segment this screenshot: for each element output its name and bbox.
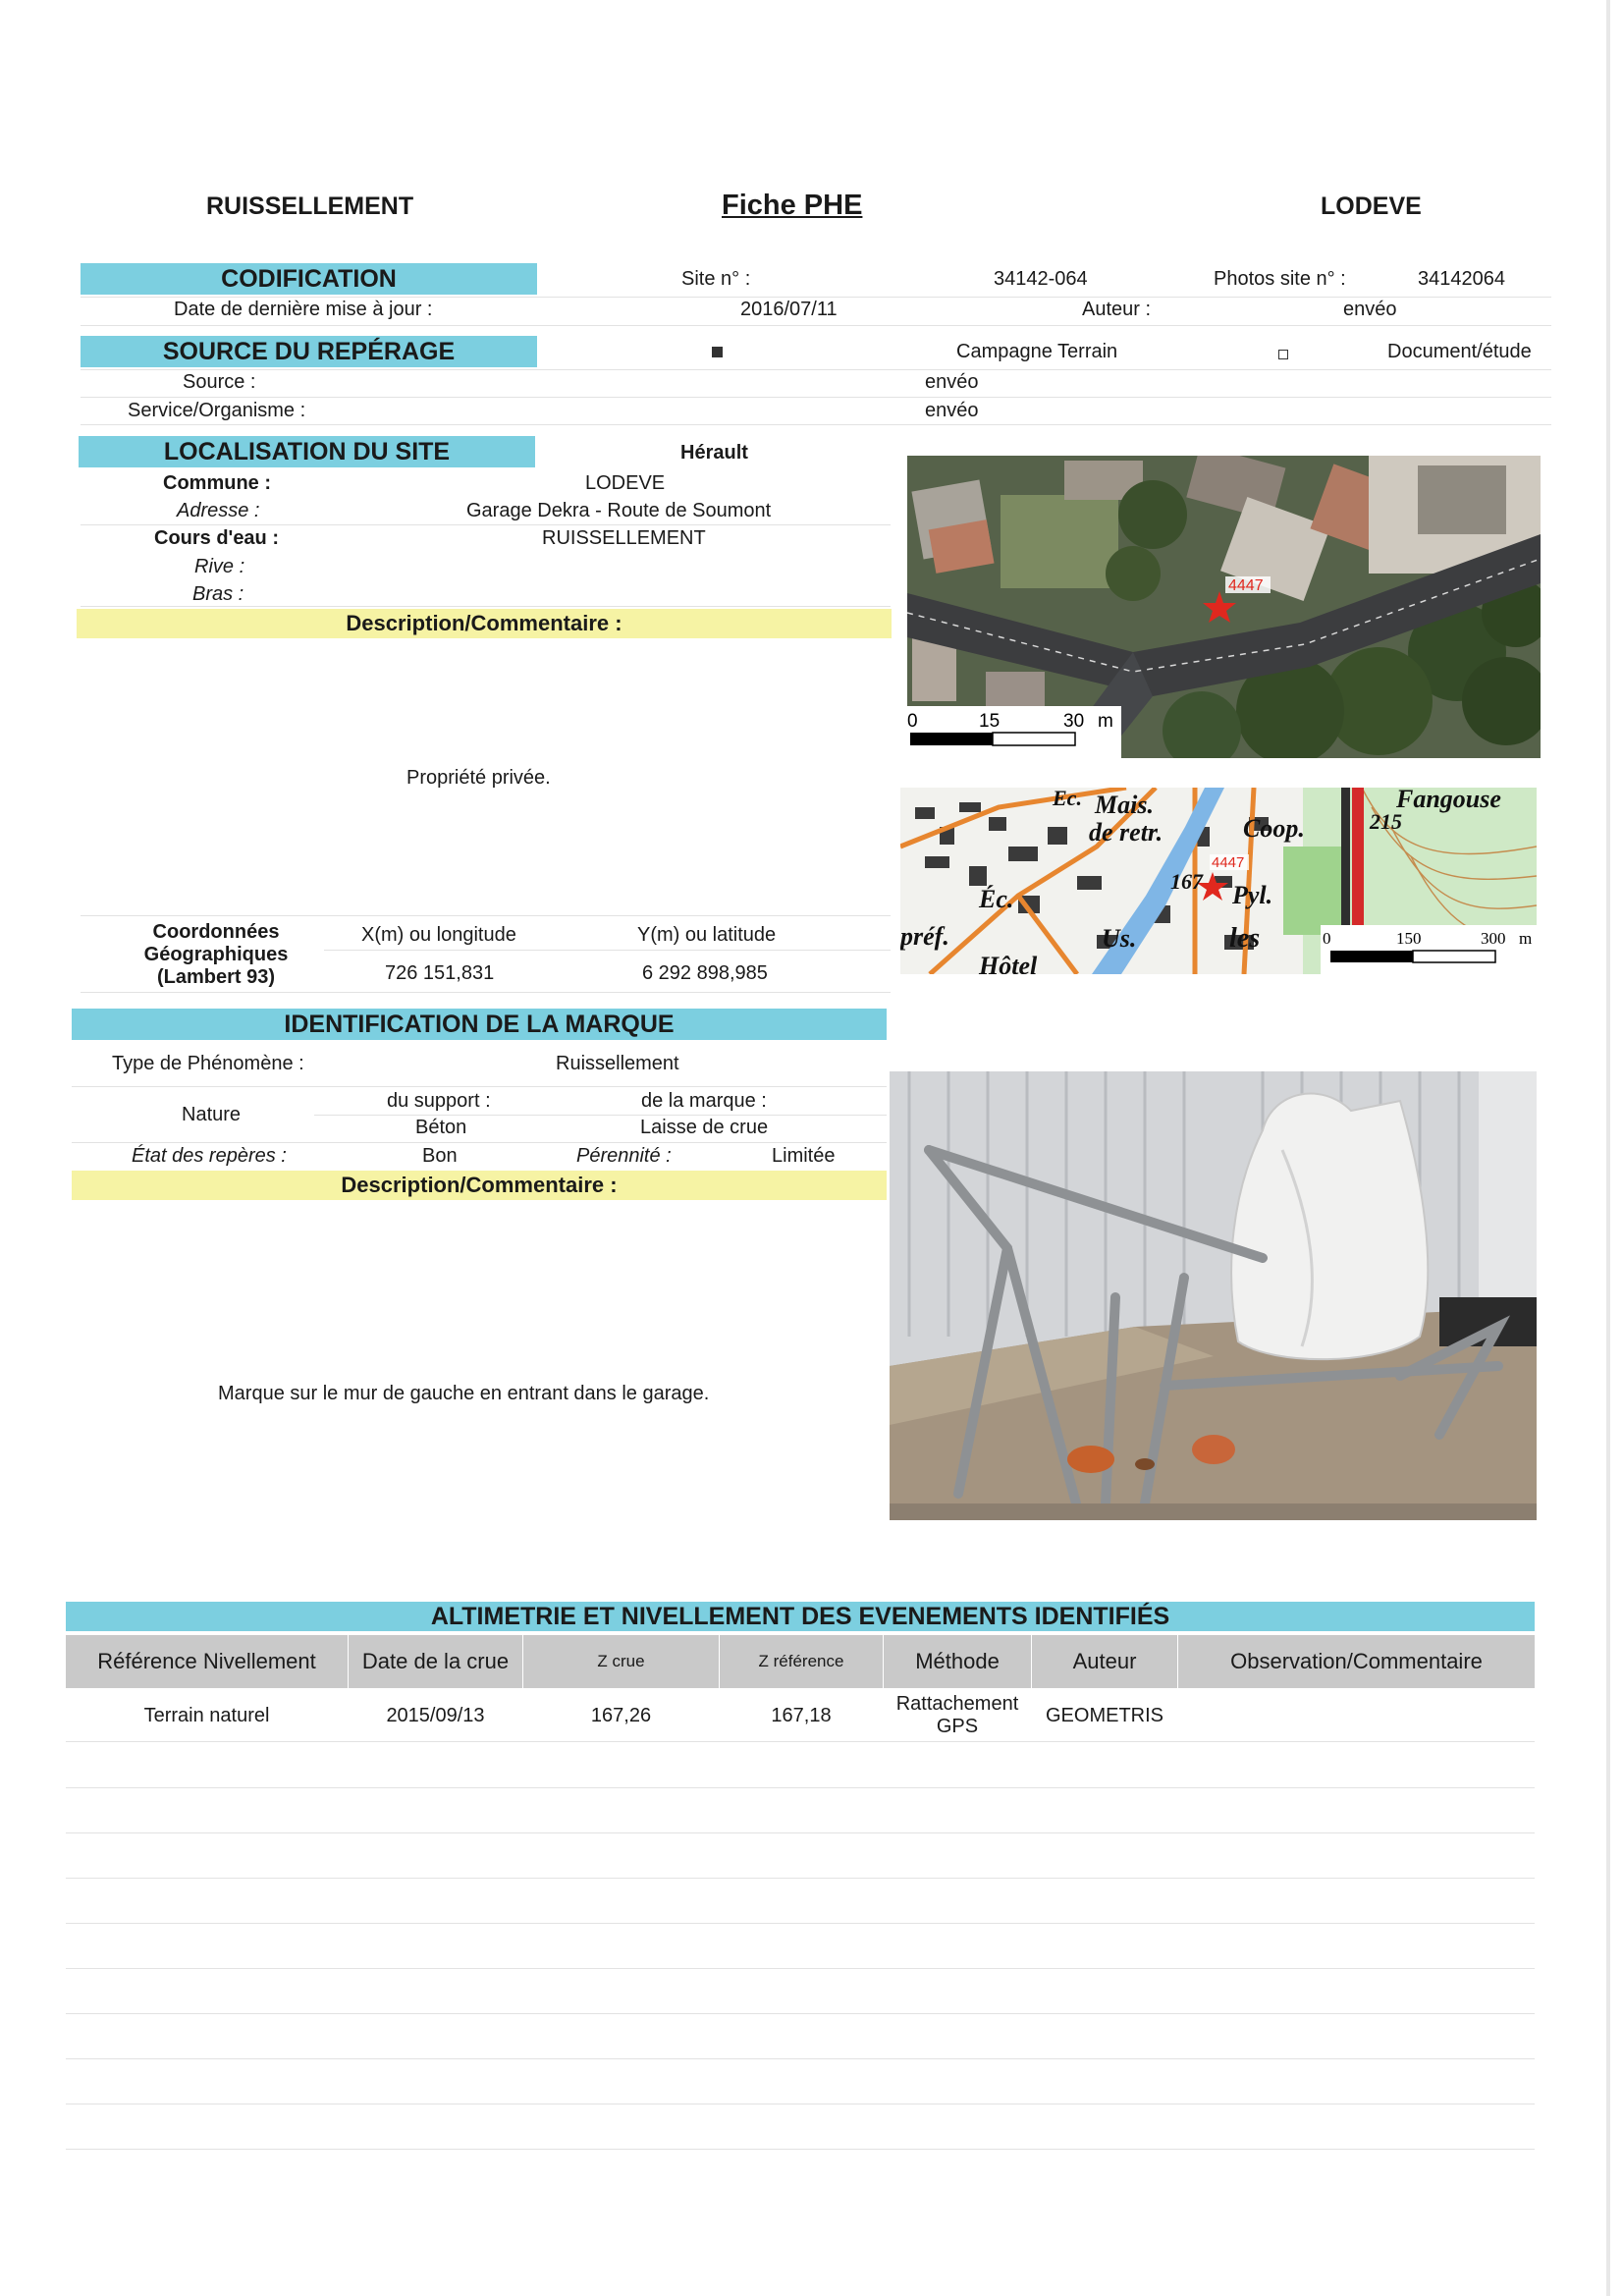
site-photo (890, 1071, 1537, 1520)
commune-label: Commune : (163, 472, 271, 494)
site-value: 34142-064 (994, 268, 1088, 290)
site-label: Site n° : (681, 268, 751, 290)
coord-label (118, 921, 314, 989)
marque-description-band: Description/Commentaire : (72, 1171, 887, 1200)
divider (72, 1142, 887, 1143)
row-zcrue: 167,26 (590, 1705, 652, 1726)
divider (81, 397, 1551, 398)
column-header-zreference: Z référence (720, 1635, 884, 1688)
source-band: SOURCE DU REPÉRAGE (81, 336, 537, 367)
localisation-description-band: Description/Commentaire : (77, 609, 892, 638)
adresse-value: Garage Dekra - Route de Soumont (466, 500, 772, 521)
topo-scale-300: 300 (1481, 929, 1506, 948)
table-row-divider (66, 1878, 1535, 1879)
column-header-auteur: Auteur (1032, 1635, 1178, 1688)
row-date: 2015/09/13 (386, 1705, 485, 1726)
column-header-observation: Observation/Commentaire (1230, 1649, 1483, 1673)
departement-value: Hérault (680, 442, 748, 464)
adresse-label: Adresse : (177, 500, 260, 521)
source-label: Source : (183, 371, 256, 393)
coord-label-line1: Coordonnées (152, 921, 280, 943)
marque-value: Laisse de crue (640, 1117, 769, 1138)
support-value: Béton (415, 1117, 467, 1138)
auteur-value: envéo (1343, 299, 1397, 320)
table-row-divider (66, 1832, 1535, 1833)
localisation-description-text: Propriété privée. (406, 767, 551, 789)
topo-label-mais: Mais. (1095, 791, 1154, 819)
campagne-label: Campagne Terrain (956, 341, 1118, 362)
marque-label: de la marque : (641, 1090, 767, 1112)
column-header-zcrue: Z crue (523, 1635, 720, 1688)
divider (81, 424, 1551, 425)
aerial-photo (907, 456, 1541, 758)
column-header-methode: Méthode (884, 1635, 1032, 1688)
topo-map (900, 788, 1537, 974)
perennite-value: Limitée (772, 1145, 836, 1167)
divider (81, 524, 891, 525)
etat-value: Bon (422, 1145, 458, 1167)
type-value: Ruissellement (556, 1053, 679, 1074)
topo-label-us: Us. (1102, 924, 1137, 953)
topo-label-fangouse: Fangouse (1396, 788, 1501, 813)
row-zreference: 167,18 (771, 1705, 832, 1726)
document-label: Document/étude (1387, 341, 1532, 362)
altimetrie-table-header (66, 1635, 1535, 1688)
topo-label-les: les (1229, 923, 1261, 954)
row-methode-line2: GPS (936, 1716, 979, 1737)
aerial-scale-30: 30 (1063, 711, 1085, 732)
column-header-reference: Référence Nivellement (66, 1635, 349, 1688)
etat-label: État des repères : (132, 1145, 287, 1167)
service-label: Service/Organisme : (128, 400, 306, 421)
divider (81, 325, 1551, 326)
localisation-band: LOCALISATION DU SITE (79, 436, 535, 467)
topo-scale-unit: m (1519, 929, 1533, 948)
topo-label-ec: Ec. (1053, 788, 1082, 810)
table-row-divider (66, 2013, 1535, 2014)
cours-label: Cours d'eau : (154, 527, 279, 549)
campagne-checkbox (712, 347, 723, 357)
topo-label-hotel: Hôtel (979, 952, 1038, 974)
header-phenomenon: RUISSELLEMENT (206, 192, 414, 220)
date-value: 2016/07/11 (740, 299, 838, 320)
coord-label-line3: (Lambert 93) (156, 966, 276, 988)
header-commune: LODEVE (1321, 192, 1422, 220)
divider (81, 369, 1551, 370)
row-methode-line1: Rattachement (895, 1693, 1019, 1715)
row-auteur: GEOMETRIS (1045, 1705, 1163, 1726)
date-label: Date de dernière mise à jour : (174, 299, 433, 320)
scan-edge (1606, 0, 1610, 2296)
divider (314, 1115, 887, 1116)
divider (81, 915, 891, 916)
source-value: envéo (925, 371, 979, 393)
divider (81, 606, 891, 607)
topo-scale-0: 0 (1323, 929, 1331, 948)
y-label: Y(m) ou latitude (637, 924, 777, 946)
altimetrie-band: ALTIMETRIE ET NIVELLEMENT DES EVENEMENTS IDENTIFIÉS (66, 1602, 1535, 1631)
aerial-scale-unit: m (1098, 711, 1113, 732)
topo-label-coop: Coop. (1243, 814, 1305, 843)
aerial-scale-0: 0 (907, 711, 918, 732)
coord-label-line2: Géographiques (143, 944, 289, 965)
topo-marker-label: 4447 (1212, 854, 1245, 871)
support-label: du support : (387, 1090, 491, 1112)
topo-label-pref: préf. (900, 922, 949, 951)
commune-value: LODEVE (585, 472, 666, 494)
divider (81, 297, 1551, 298)
document-checkbox (1278, 350, 1288, 359)
divider (324, 950, 891, 951)
table-row-divider (66, 2104, 1535, 2105)
marque-band: IDENTIFICATION DE LA MARQUE (72, 1009, 887, 1040)
divider (81, 992, 891, 993)
topo-label-pyl: Pyl. (1232, 881, 1273, 909)
nature-label: Nature (182, 1104, 242, 1125)
topo-scale-150: 150 (1396, 929, 1422, 948)
table-row-divider (66, 1741, 1535, 1742)
divider (72, 1086, 887, 1087)
topo-label-167: 167 (1170, 869, 1203, 894)
y-value: 6 292 898,985 (642, 962, 768, 984)
auteur-label: Auteur : (1082, 299, 1152, 320)
x-value: 726 151,831 (385, 962, 495, 984)
type-label: Type de Phénomène : (112, 1053, 304, 1074)
photos-value: 34142064 (1418, 268, 1505, 290)
bras-label: Bras : (192, 583, 244, 605)
table-row-divider (66, 1923, 1535, 1924)
photos-label: Photos site n° : (1214, 268, 1346, 290)
topo-label-215: 215 (1370, 809, 1402, 834)
codification-band: CODIFICATION (81, 263, 537, 295)
column-header-date: Date de la crue (349, 1635, 523, 1688)
table-row-divider (66, 1787, 1535, 1788)
topo-label-retr: de retr. (1089, 818, 1163, 847)
aerial-scale-15: 15 (979, 711, 1001, 732)
topo-label-ec2: Éc. (979, 885, 1014, 913)
marque-description-text: Marque sur le mur de gauche en entrant dans le garage. (218, 1383, 710, 1404)
aerial-marker-label: 4447 (1228, 577, 1264, 594)
table-row-divider (66, 2149, 1535, 2150)
perennite-label: Pérennité : (576, 1145, 672, 1167)
x-label: X(m) ou longitude (361, 924, 516, 946)
cours-value: RUISSELLEMENT (542, 527, 706, 549)
table-row-divider (66, 2058, 1535, 2059)
table-row-divider (66, 1968, 1535, 1969)
row-methode (884, 1693, 1031, 1738)
service-value: envéo (925, 400, 979, 421)
row-reference: Terrain naturel (143, 1705, 270, 1726)
rive-label: Rive : (194, 556, 245, 577)
page-title: Fiche PHE (722, 190, 863, 221)
